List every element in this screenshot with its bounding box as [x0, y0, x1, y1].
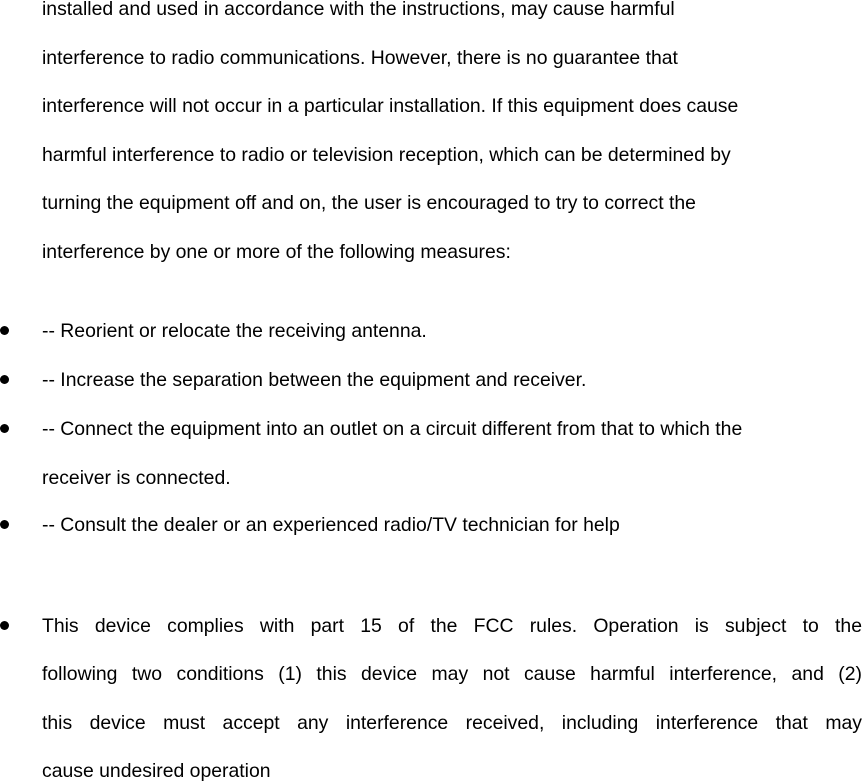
compliance-line: following two conditions (1) this device may not cause harmful interference, and (2) [42, 663, 862, 685]
bullet-icon [0, 424, 9, 433]
list-item-text: -- Consult the dealer or an experienced radio/TV technician for help [42, 514, 620, 536]
list-item-text: -- Increase the separation between the equipment and receiver. [42, 369, 587, 391]
compliance-line: This device complies with part 15 of the FCC rules. Operation is subject to the [42, 615, 862, 637]
list-item-text: receiver is connected. [42, 467, 231, 489]
bullet-icon [0, 520, 9, 529]
bullet-icon [0, 375, 9, 384]
compliance-line: this device must accept any interference received, including interference that may [42, 712, 862, 734]
compliance-line: cause undesired operation [42, 760, 271, 782]
bullet-icon [0, 326, 9, 335]
intro-line: interference by one or more of the following measures: [42, 241, 511, 263]
intro-line: interference will not occur in a particular installation. If this equipment does cause [42, 95, 739, 117]
bullet-icon [0, 621, 9, 630]
list-item-text: -- Reorient or relocate the receiving antenna. [42, 320, 427, 342]
intro-line: installed and used in accordance with the instructions, may cause harmful [42, 0, 675, 20]
list-item-text: -- Connect the equipment into an outlet on a circuit different from that to which the [42, 418, 743, 440]
intro-line: harmful interference to radio or television reception, which can be determined by [42, 144, 731, 166]
intro-line: interference to radio communications. However, there is no guarantee that [42, 47, 678, 69]
intro-line: turning the equipment off and on, the user is encouraged to try to correct the [42, 192, 696, 214]
